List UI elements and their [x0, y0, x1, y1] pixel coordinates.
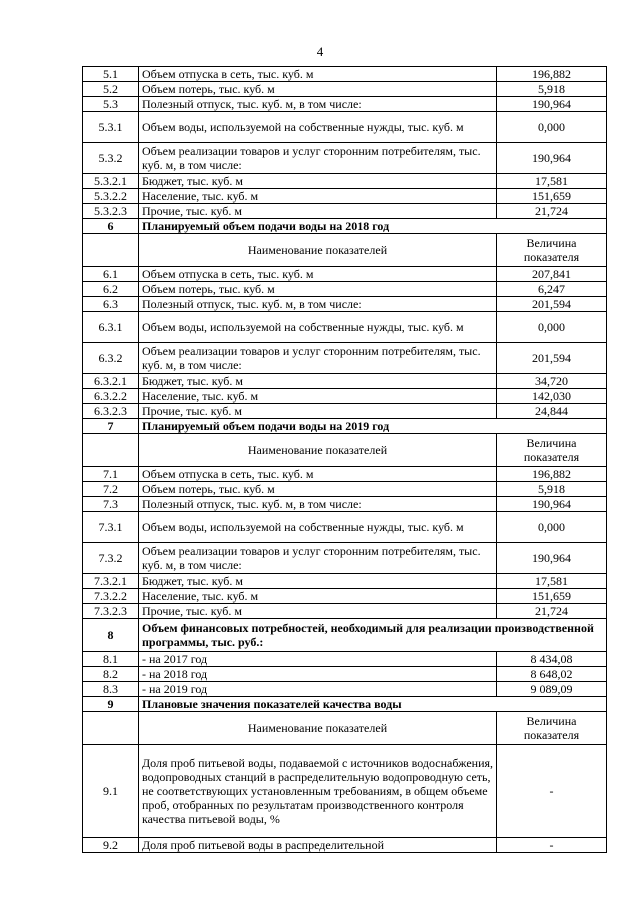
table-row: [83, 189, 607, 204]
table-row: [83, 574, 607, 589]
row-number: 6.3.2.1: [83, 374, 139, 389]
row-number: 7.3.2: [83, 543, 139, 574]
row-value: 17,581: [497, 574, 607, 589]
row-name: - на 2019 год: [139, 682, 497, 697]
row-name: Объем отпуска в сеть, тыс. куб. м: [139, 267, 497, 282]
row-name: - на 2017 год: [139, 652, 497, 667]
table-row: [83, 652, 607, 667]
indicators-table: [82, 66, 607, 853]
row-name: Прочие, тыс. куб. м: [139, 204, 497, 219]
row-name: Полезный отпуск, тыс. куб. м, в том числе:: [139, 497, 497, 512]
header-value: Величина показателя: [497, 434, 607, 467]
section-number: 6: [83, 219, 139, 234]
header-name: Наименование показателей: [139, 434, 497, 467]
table-row: [83, 143, 607, 174]
table-row: [83, 204, 607, 219]
section-number: 8: [83, 619, 139, 652]
row-value: 190,964: [497, 543, 607, 574]
header-value: Величина показателя: [497, 234, 607, 267]
row-value: 0,000: [497, 312, 607, 343]
row-number: 9.2: [83, 838, 139, 853]
row-value: -: [497, 745, 607, 838]
row-value: 5,918: [497, 482, 607, 497]
row-number: 5.1: [83, 67, 139, 82]
header-name: Наименование показателей: [139, 234, 497, 267]
block-8-rows: [83, 652, 607, 697]
table-row: [83, 312, 607, 343]
row-number: 5.3: [83, 97, 139, 112]
row-number: 6.2: [83, 282, 139, 297]
row-number: 5.3.2.2: [83, 189, 139, 204]
table-row: [83, 97, 607, 112]
row-value: -: [497, 838, 607, 853]
table-row: [83, 389, 607, 404]
row-number: 6.3.2.2: [83, 389, 139, 404]
table-row: [83, 543, 607, 574]
row-number: 6.3.2: [83, 343, 139, 374]
table-row: [83, 343, 607, 374]
table-row: [83, 667, 607, 682]
row-name: Доля проб питьевой воды в распределительной: [139, 838, 497, 853]
block-8: [83, 619, 607, 652]
table-row: [83, 112, 607, 143]
row-value: 190,964: [497, 143, 607, 174]
row-name: Бюджет, тыс. куб. м: [139, 374, 497, 389]
row-number: 7.1: [83, 467, 139, 482]
row-number: 6.3: [83, 297, 139, 312]
row-name: - на 2018 год: [139, 667, 497, 682]
row-value: 8 434,08: [497, 652, 607, 667]
row-value: 196,882: [497, 67, 607, 82]
table-row: [83, 604, 607, 619]
row-name: Объем реализации товаров и услуг сторонним потребителям, тыс. куб. м, в том числе:: [139, 543, 497, 574]
table-row: [83, 267, 607, 282]
row-value: 21,724: [497, 604, 607, 619]
table-row: [83, 682, 607, 697]
row-number: 5.2: [83, 82, 139, 97]
row-value: 196,882: [497, 467, 607, 482]
header-empty-cell: [83, 234, 139, 267]
page-number: 4: [316, 44, 324, 59]
table-row: [83, 174, 607, 189]
row-name: Бюджет, тыс. куб. м: [139, 174, 497, 189]
section-title: Плановые значения показателей качества воды: [139, 697, 607, 712]
row-number: 7.2: [83, 482, 139, 497]
table-row: [83, 404, 607, 419]
block-7: [83, 419, 607, 467]
row-name: Объем потерь, тыс. куб. м: [139, 82, 497, 97]
section-title: Планируемый объем подачи воды на 2018 год: [139, 219, 607, 234]
row-name: Прочие, тыс. куб. м: [139, 604, 497, 619]
row-value: 151,659: [497, 589, 607, 604]
header-empty-cell: [83, 712, 139, 745]
table-row: [83, 374, 607, 389]
row-value: 190,964: [497, 97, 607, 112]
block-6: [83, 219, 607, 267]
row-name: Население, тыс. куб. м: [139, 589, 497, 604]
section-title: Планируемый объем подачи воды на 2019 год: [139, 419, 607, 434]
row-name: Полезный отпуск, тыс. куб. м, в том числе:: [139, 297, 497, 312]
section-number: 9: [83, 697, 139, 712]
row-number: 7.3: [83, 497, 139, 512]
row-number: 6.3.2.3: [83, 404, 139, 419]
row-number: 8.1: [83, 652, 139, 667]
row-value: 151,659: [497, 189, 607, 204]
block-6-rows: [83, 267, 607, 419]
row-name: Бюджет, тыс. куб. м: [139, 574, 497, 589]
row-number: 5.3.2: [83, 143, 139, 174]
row-value: 142,030: [497, 389, 607, 404]
row-number: 8.3: [83, 682, 139, 697]
header-name: Наименование показателей: [139, 712, 497, 745]
row-value: 207,841: [497, 267, 607, 282]
row-number: 5.3.2.3: [83, 204, 139, 219]
row-number: 7.3.2.2: [83, 589, 139, 604]
row-value: 5,918: [497, 82, 607, 97]
block-5: [83, 67, 607, 219]
table-row: [83, 82, 607, 97]
header-value: Величина показателя: [497, 712, 607, 745]
row-value: 17,581: [497, 174, 607, 189]
row-number: 8.2: [83, 667, 139, 682]
row-number: 7.3.2.1: [83, 574, 139, 589]
row-number: 6.3.1: [83, 312, 139, 343]
row-number: 7.3.1: [83, 512, 139, 543]
table-row: [83, 297, 607, 312]
row-name: Доля проб питьевой воды, подаваемой с источников водоснабжения, водопроводных станций в распределительную водопроводную сеть, не соответствующих установленным требованиям, в общем объеме проб, отобранных по результатам производственного контроля качества питьевой воды, %: [139, 745, 497, 838]
table-row: [83, 482, 607, 497]
row-name: Объем воды, используемой на собственные нужды, тыс. куб. м: [139, 112, 497, 143]
row-value: 21,724: [497, 204, 607, 219]
row-name: Объем воды, используемой на собственные нужды, тыс. куб. м: [139, 312, 497, 343]
row-value: 24,844: [497, 404, 607, 419]
row-value: 9 089,09: [497, 682, 607, 697]
row-value: 190,964: [497, 497, 607, 512]
row-value: 6,247: [497, 282, 607, 297]
row-name: Объем потерь, тыс. куб. м: [139, 282, 497, 297]
row-value: 8 648,02: [497, 667, 607, 682]
row-value: 201,594: [497, 297, 607, 312]
row-value: 34,720: [497, 374, 607, 389]
section-title: Объем финансовых потребностей, необходимый для реализации производственной программы, тыс. руб.:: [139, 619, 607, 652]
row-number: 6.1: [83, 267, 139, 282]
row-value: 0,000: [497, 512, 607, 543]
block-9: [83, 697, 607, 853]
header-empty-cell: [83, 434, 139, 467]
row-name: Полезный отпуск, тыс. куб. м, в том числе:: [139, 97, 497, 112]
table-row: [83, 67, 607, 82]
row-value: 0,000: [497, 112, 607, 143]
row-name: Прочие, тыс. куб. м: [139, 404, 497, 419]
row-name: Объем воды, используемой на собственные нужды, тыс. куб. м: [139, 512, 497, 543]
row-name: Население, тыс. куб. м: [139, 389, 497, 404]
row-name: Объем реализации товаров и услуг сторонним потребителям, тыс. куб. м, в том числе:: [139, 343, 497, 374]
row-number: 9.1: [83, 745, 139, 838]
row-number: 5.3.2.1: [83, 174, 139, 189]
table-row: [83, 512, 607, 543]
row-name: Объем отпуска в сеть, тыс. куб. м: [139, 467, 497, 482]
table-row: [83, 497, 607, 512]
section-number: 7: [83, 419, 139, 434]
table-row: [83, 282, 607, 297]
row-name: Население, тыс. куб. м: [139, 189, 497, 204]
table-row: [83, 467, 607, 482]
row-name: Объем реализации товаров и услуг сторонним потребителям, тыс. куб. м, в том числе:: [139, 143, 497, 174]
row-name: Объем отпуска в сеть, тыс. куб. м: [139, 67, 497, 82]
block-7-rows: [83, 467, 607, 619]
row-number: 5.3.1: [83, 112, 139, 143]
row-value: 201,594: [497, 343, 607, 374]
table-row: [83, 589, 607, 604]
row-number: 7.3.2.3: [83, 604, 139, 619]
row-name: Объем потерь, тыс. куб. м: [139, 482, 497, 497]
